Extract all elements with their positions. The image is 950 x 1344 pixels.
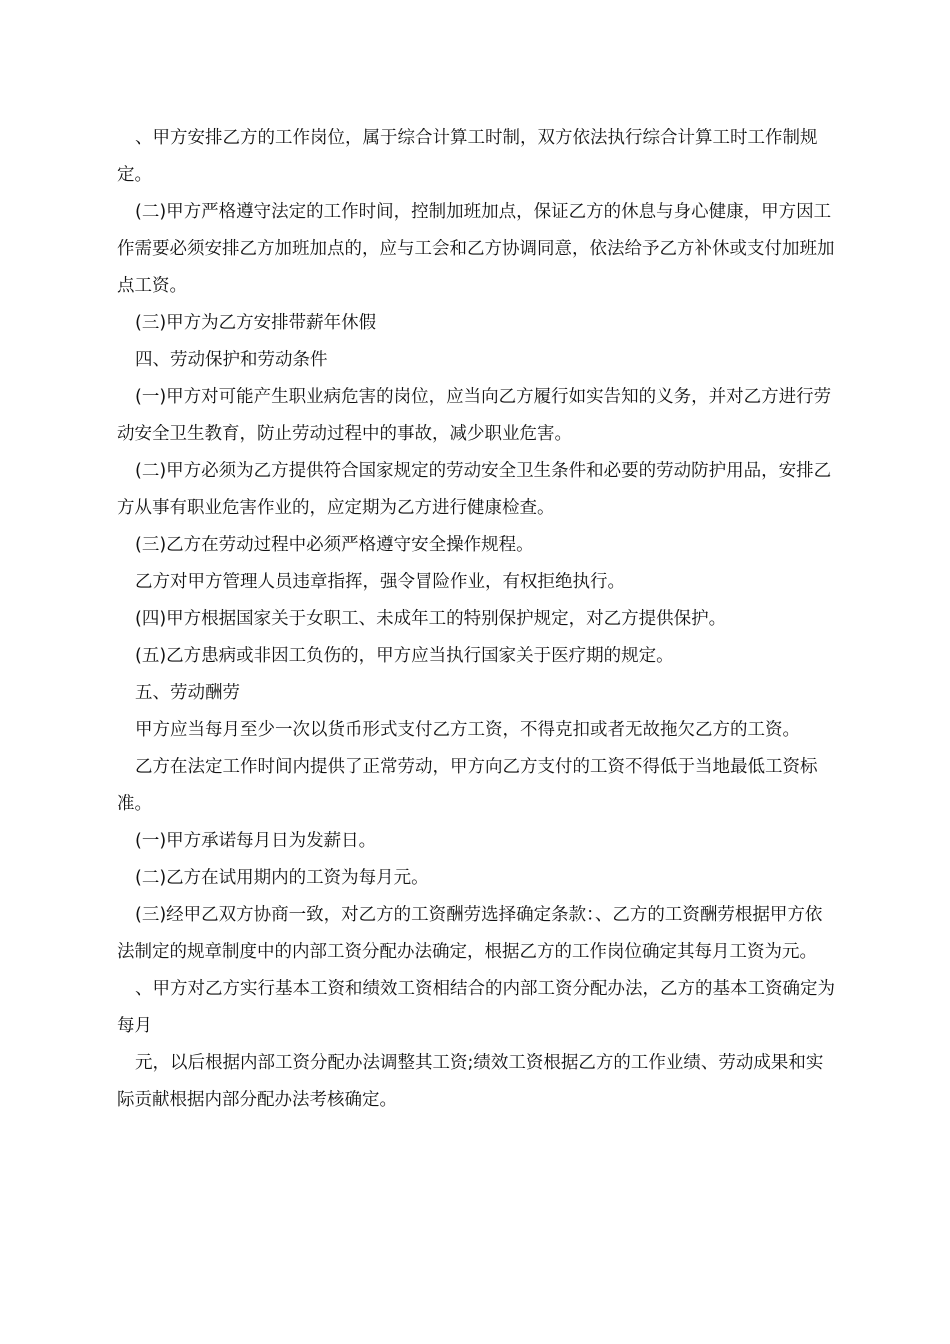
paragraph-14: (一)甲方承诺每月日为发薪日。	[135, 831, 377, 851]
paragraph-3: (三)甲方为乙方安排带薪年休假	[135, 313, 377, 333]
paragraph-18: 元，以后根据内部工资分配办法调整其工资;绩效工资根据乙方的工作业绩、劳动成果和实际贡献根据内部分配办法考核确定。	[117, 1053, 824, 1110]
paragraph-5: (一)甲方对可能产生职业病危害的岗位，应当向乙方履行如实告知的义务，并对乙方进行劳动安全卫生教育，防止劳动过程中的事故，减少职业危害。	[117, 387, 832, 444]
paragraph-1: 、甲方安排乙方的工作岗位，属于综合计算工时制，双方依法执行综合计算工时工作制规定。	[117, 128, 818, 185]
paragraph-16: (三)经甲乙双方协商一致，对乙方的工资酬劳选择确定条款：、乙方的工资酬劳根据甲方依法制定的规章制度中的内部工资分配办法确定，根据乙方的工作岗位确定其每月工资为元。	[117, 905, 823, 962]
paragraph-12: 甲方应当每月至少一次以货币形式支付乙方工资，不得克扣或者无故拖欠乙方的工资。	[135, 720, 800, 740]
paragraph-13: 乙方在法定工作时间内提供了正常劳动，甲方向乙方支付的工资不得低于当地最低工资标准。	[117, 757, 818, 814]
section-heading-4: 四、劳动保护和劳动条件	[135, 350, 328, 370]
paragraph-7: (三)乙方在劳动过程中必须严格遵守安全操作规程。	[135, 535, 534, 555]
paragraph-8: 乙方对甲方管理人员违章指挥，强令冒险作业，有权拒绝执行。	[135, 572, 625, 592]
paragraph-2: (二)甲方严格遵守法定的工作时间，控制加班加点，保证乙方的休息与身心健康，甲方因工作需要必须安排乙方加班加点的，应与工会和乙方协调同意，依法给予乙方补休或支付加班加点工资。	[117, 202, 835, 296]
section-heading-5: 五、劳动酬劳	[135, 683, 240, 703]
paragraph-9: (四)甲方根据国家关于女职工、未成年工的特别保护规定，对乙方提供保护。	[135, 609, 727, 629]
paragraph-17: 、甲方对乙方实行基本工资和绩效工资相结合的内部工资分配办法，乙方的基本工资确定为每月	[117, 979, 835, 1036]
paragraph-6: (二)甲方必须为乙方提供符合国家规定的劳动安全卫生条件和必要的劳动防护用品，安排乙方从事有职业危害作业的，应定期为乙方进行健康检查。	[117, 461, 832, 518]
document-body	[117, 120, 839, 1119]
paragraph-15: (二)乙方在试用期内的工资为每月元。	[135, 868, 429, 888]
paragraph-10: (五)乙方患病或非因工负伤的，甲方应当执行国家关于医疗期的规定。	[135, 646, 674, 666]
